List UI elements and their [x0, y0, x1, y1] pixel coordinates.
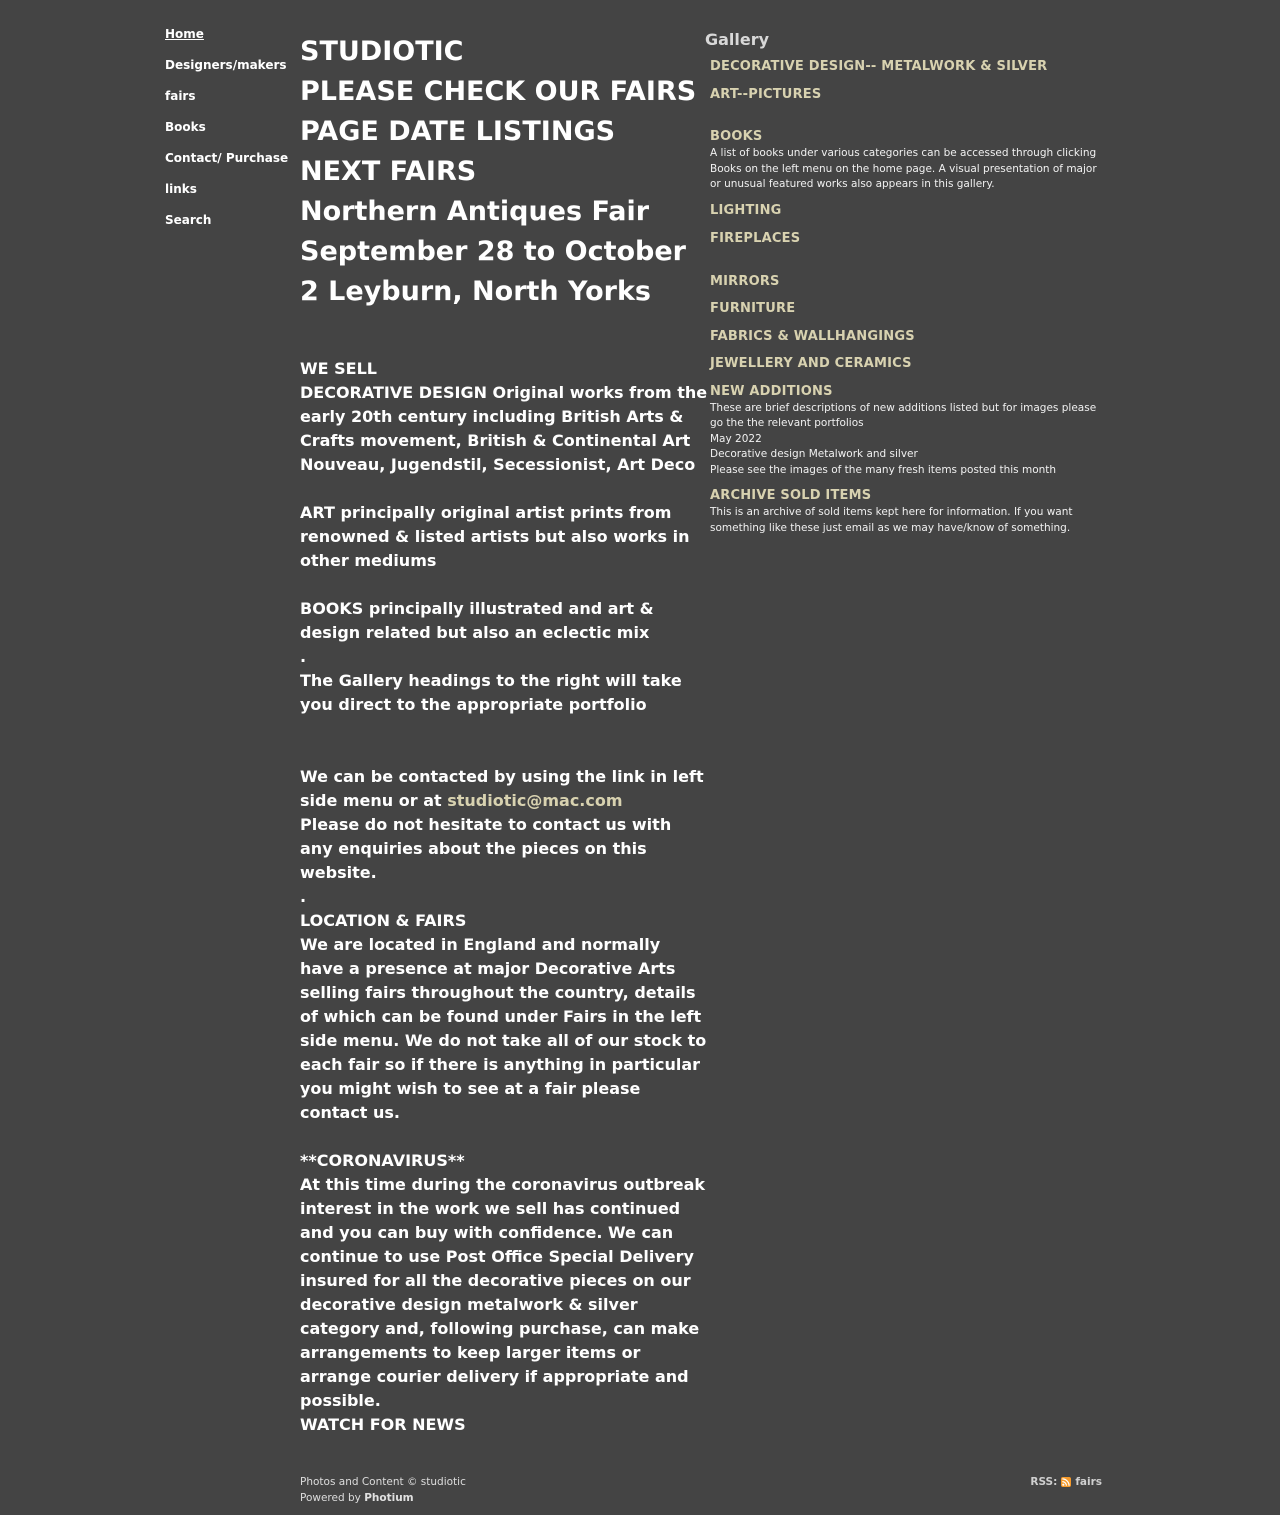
gallery-item	[710, 356, 1105, 372]
art-text: ART principally original artist prints from renowned & listed artists but also works in other mediums	[300, 503, 690, 570]
location-heading: LOCATION & FAIRS	[300, 911, 467, 930]
gallery-item	[710, 488, 1105, 536]
email-link[interactable]: studiotic@mac.com	[447, 791, 623, 810]
books-text: BOOKS principally illustrated and art & design related but also an eclectic mix	[300, 599, 654, 642]
headline-line: 2 Leyburn, North Yorks	[300, 276, 651, 307]
separator-dot: .	[300, 647, 307, 666]
we-sell-heading: WE SELL	[300, 359, 377, 378]
gallery-link[interactable]: ARCHIVE SOLD ITEMS	[710, 488, 872, 503]
main-content	[300, 32, 708, 1437]
photium-link[interactable]: Photium	[364, 1492, 414, 1504]
gallery-item	[710, 231, 1105, 247]
watch-for-news: WATCH FOR NEWS	[300, 1415, 466, 1434]
gallery-item	[710, 203, 1105, 219]
gallery-link[interactable]: DECORATIVE DESIGN-- METALWORK & SILVER	[710, 59, 1048, 74]
gallery-item-description: This is an archive of sold items kept here for information. If you want something like these just email as we may have/know of something.	[710, 506, 1073, 534]
rss-label: RSS:	[1030, 1476, 1058, 1488]
headline-line: PAGE DATE LISTINGS	[300, 116, 616, 147]
gallery-link[interactable]: FABRICS & WALLHANGINGS	[710, 328, 915, 344]
gallery-item-description: Decorative design Metalwork and silver	[710, 448, 918, 460]
nav-item-home[interactable]: Home	[165, 27, 204, 41]
gallery-link[interactable]: MIRRORS	[710, 273, 780, 289]
gallery-sidebar	[705, 30, 1105, 536]
gallery-item	[710, 59, 1105, 75]
intro-text	[300, 357, 708, 1437]
nav-item-contact-purchase[interactable]: Contact/ Purchase	[165, 151, 289, 165]
powered-by-label: Powered by	[300, 1492, 361, 1504]
gallery-title: Gallery	[705, 30, 770, 49]
coronavirus-text: At this time during the coronavirus outbreak interest in the work we sell has continued and you can buy with confidence. We can continue to use Post Office Special Delivery insured for all the decorative pieces on our decorative design metalwork & silver category and, following purchase, can make arrangements to keep larger items or arrange courier delivery if appropriate and possible.	[300, 1175, 706, 1410]
gallery-link[interactable]: LIGHTING	[710, 202, 782, 218]
gallery-item-description: A list of books under various categories can be accessed through clicking Books on the left menu on the home page. A visual presentation of major or unusual featured works also appears in this gallery.	[710, 147, 1097, 190]
gallery-link[interactable]: NEW ADDITIONS	[710, 383, 833, 399]
page-headline	[300, 32, 708, 312]
gallery-item	[710, 301, 1105, 317]
headline-line: NEXT FAIRS	[300, 156, 477, 187]
headline-line: PLEASE CHECK OUR FAIRS	[300, 76, 697, 107]
gallery-link[interactable]: BOOKS	[710, 129, 763, 144]
gallery-item	[710, 329, 1105, 345]
decorative-design-text: DECORATIVE DESIGN Original works from the early 20th century including British Arts & Crafts movement, British & Continental Art Nouveau, Jugendstil, Secessionist, Art Deco	[300, 383, 708, 474]
powered-by	[300, 1490, 466, 1506]
gallery-link[interactable]: FURNITURE	[710, 300, 796, 316]
gallery-item-description: May 2022	[710, 432, 762, 445]
nav-item-designers-makers[interactable]: Designers/makers	[165, 58, 287, 72]
nav-item-fairs[interactable]: fairs	[165, 89, 196, 103]
gallery-item	[710, 384, 1105, 479]
location-text: We are located in England and normally have a presence at major Decorative Arts selling fairs throughout the country, details of which can be found under Fairs in the left side menu. We do not take all of our stock to each fair so if there is anything in particular you might wish to see at a fair please contact us.	[300, 935, 707, 1122]
gallery-link[interactable]: FIREPLACES	[710, 230, 801, 246]
nav-item-search[interactable]: Search	[165, 213, 212, 227]
coronavirus-heading: **CORONAVIRUS**	[300, 1151, 465, 1170]
copyright-text: Photos and Content © studiotic	[300, 1476, 466, 1488]
footer-rss	[1030, 1474, 1102, 1490]
rss-icon	[1061, 1477, 1071, 1487]
nav-item-links[interactable]: links	[165, 182, 197, 196]
gallery-note-text: The Gallery headings to the right will take you direct to the appropriate portfolio	[300, 671, 682, 714]
contact-intro: We can be contacted by using the link in left side menu or at	[300, 767, 704, 810]
headline-line: September 28 to October	[300, 236, 686, 267]
gallery-list	[710, 59, 1105, 536]
headline-line: STUDIOTIC	[300, 36, 464, 67]
contact-more-text: Please do not hesitate to contact us with any enquiries about the pieces on this website.	[300, 815, 672, 882]
gallery-item-description: These are brief descriptions of new additions listed but for images please go the the relevant portfolios	[710, 401, 1097, 429]
headline-line: Northern Antiques Fair	[300, 196, 650, 227]
gallery-link[interactable]: ART--PICTURES	[710, 87, 822, 102]
contact-text	[300, 765, 708, 813]
gallery-item-description: Please see the images of the many fresh items posted this month	[710, 463, 1057, 476]
rss-fairs-link[interactable]: fairs	[1075, 1476, 1102, 1488]
gallery-item	[710, 274, 1105, 290]
separator-dot: .	[300, 887, 307, 906]
footer-credits	[300, 1474, 466, 1506]
gallery-item	[710, 129, 1105, 193]
gallery-link[interactable]: JEWELLERY AND CERAMICS	[710, 355, 912, 371]
gallery-item	[710, 87, 1105, 103]
left-nav	[165, 27, 295, 244]
nav-item-books[interactable]: Books	[165, 120, 206, 134]
